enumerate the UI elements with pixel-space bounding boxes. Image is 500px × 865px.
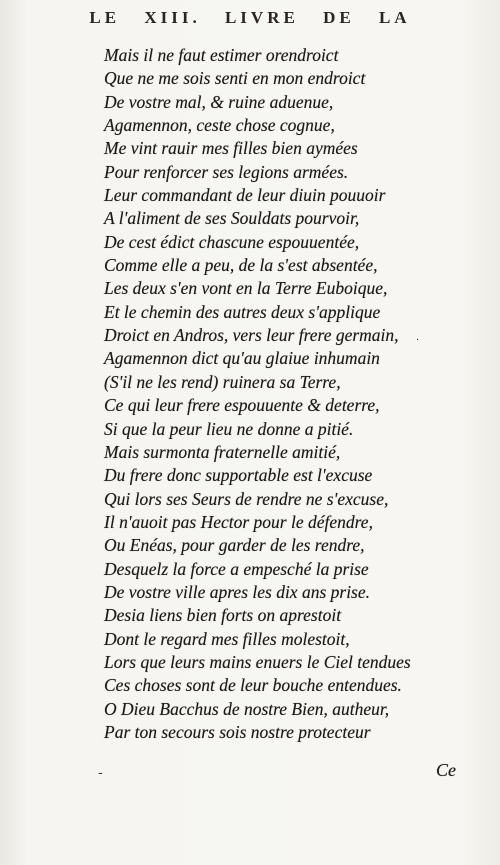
verse-line: Et le chemin des autres deux s'applique bbox=[104, 301, 381, 322]
verse-line: Mais surmonta fraternelle amitié, bbox=[104, 441, 341, 462]
verse-line: Ce qui leur frere espouuente & deterre, bbox=[104, 395, 380, 416]
footer-dash: - bbox=[98, 765, 103, 781]
verse-line: Comme elle a peu, de la s'est absentée, bbox=[104, 255, 378, 276]
verse-line: Leur commandant de leur diuin pouuoir bbox=[104, 185, 386, 206]
header-word: DE bbox=[323, 8, 355, 27]
verse-block bbox=[104, 44, 494, 744]
verse-line: Desquelz la force a empesché la prise bbox=[104, 558, 369, 579]
verse-line: De cest édict chascune espouuentée, bbox=[104, 231, 360, 252]
verse-line: Les deux s'en vont en la Terre Euboique, bbox=[104, 278, 388, 299]
verse-line: Me vint rauir mes filles bien aymées bbox=[104, 138, 358, 159]
verse-line: Ces choses sont de leur bouche entendues. bbox=[104, 675, 402, 696]
verse-line: Du frere donc supportable est l'excuse bbox=[104, 465, 373, 486]
verse-line: Ou Enéas, pour garder de les rendre, bbox=[104, 535, 365, 556]
verse-line: O Dieu Bacchus de nostre Bien, autheur, bbox=[104, 698, 390, 719]
verse-line: A l'aliment de ses Souldats pourvoir, bbox=[104, 208, 360, 229]
verse-line: De vostre mal, & ruine aduenue, bbox=[104, 91, 334, 112]
verse-line: Droict en Andros, vers leur frere germain, bbox=[104, 325, 399, 346]
running-header bbox=[0, 8, 500, 28]
verse-line: Pour renforcer ses legions armées. bbox=[104, 161, 349, 182]
header-word: LE bbox=[89, 8, 121, 27]
verse-line: Lors que leurs mains enuers le Ciel tendues bbox=[104, 651, 411, 672]
verse-line: Qui lors ses Seurs de rendre ne s'excuse, bbox=[104, 488, 389, 509]
catchword: Ce bbox=[436, 760, 456, 780]
verse-line: Agamennon, ceste chose cognue, bbox=[104, 115, 335, 136]
margin-mark: · bbox=[416, 335, 420, 346]
verse-line: Que ne me sois senti en mon endroict bbox=[104, 68, 366, 89]
verse-line: Si que la peur lieu ne donne a pitié. bbox=[104, 418, 354, 439]
verse-line: Desia liens bien forts on aprestoit bbox=[104, 605, 342, 626]
verse-line: De vostre ville apres les dix ans prise. bbox=[104, 581, 371, 602]
verse-line: Par ton secours sois nostre protecteur bbox=[104, 721, 371, 742]
header-word: LA bbox=[378, 8, 411, 27]
verse-line: Agamennon dict qu'au glaiue inhumain bbox=[104, 348, 380, 369]
header-word: LIVRE bbox=[224, 8, 299, 27]
verse-line: Mais il ne faut estimer orendroict bbox=[104, 45, 339, 65]
verse-line: (S'il ne les rend) ruinera sa Terre, bbox=[104, 371, 341, 392]
verse-line: Dont le regard mes filles molestoit, bbox=[104, 628, 350, 649]
verse-line: Il n'auoit pas Hector pour le défendre, bbox=[104, 511, 373, 532]
header-word: XIII. bbox=[144, 8, 201, 27]
